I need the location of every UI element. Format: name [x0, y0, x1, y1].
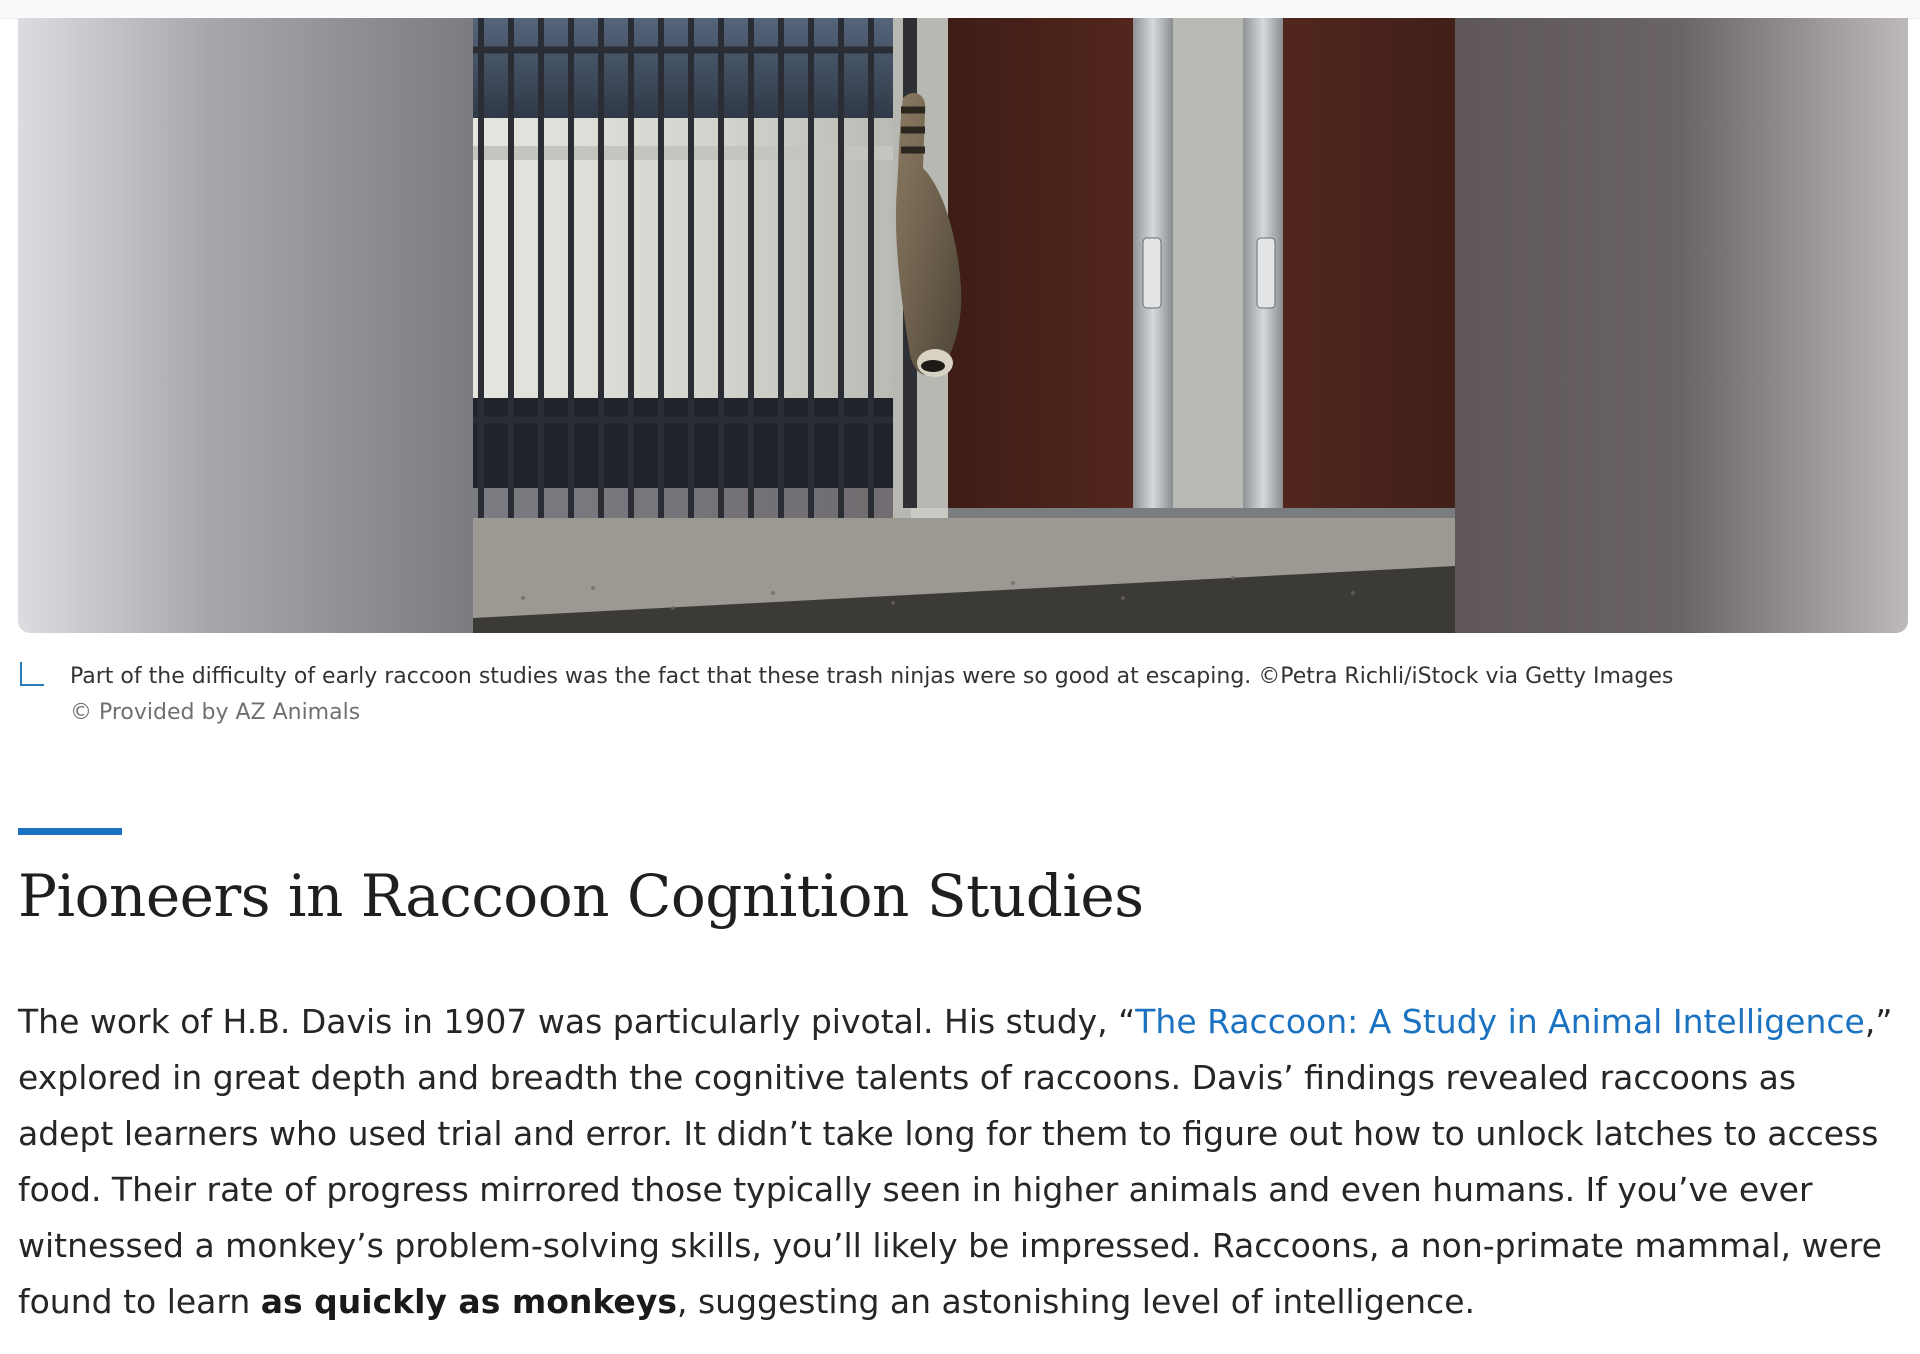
caption-corner-icon	[20, 662, 44, 686]
paragraph-bold-text: as quickly as monkeys	[260, 1282, 677, 1321]
paragraph-text-middle: ,” explored in great depth and breadth the cognitive talents of raccoons. Davis’ findings revealed raccoons as adept learners who used trial and error. It didn’t take long for them to figure out how to unlock latches to access food. Their rate of progress mirrored those typically seen in higher animals and even humans. If you’ve ever witnessed a monkey’s problem-solving skills, you’ll likely be impressed. Raccoons, a non-primate mammal, were found to learn	[18, 1002, 1893, 1321]
section-heading: Pioneers in Raccoon Cognition Studies	[18, 862, 1144, 930]
top-divider	[0, 0, 1920, 19]
section-accent-rule	[18, 828, 122, 835]
caption-credit: © Provided by AZ Animals	[70, 700, 361, 725]
paragraph-text-end: , suggesting an astonishing level of intelligence.	[676, 1282, 1475, 1321]
raccoon-photo	[473, 18, 1455, 633]
study-link[interactable]: The Raccoon: A Study in Animal Intelligence	[1135, 1002, 1865, 1041]
caption-text: Part of the difficulty of early raccoon studies was the fact that these trash ninjas were so good at escaping. ©Petra Richli/iStock via Getty Images	[70, 664, 1674, 689]
article-paragraph	[18, 994, 1898, 1330]
article-hero-image[interactable]	[18, 18, 1908, 633]
paragraph-text-start: The work of H.B. Davis in 1907 was particularly pivotal. His study, “	[18, 1002, 1136, 1041]
